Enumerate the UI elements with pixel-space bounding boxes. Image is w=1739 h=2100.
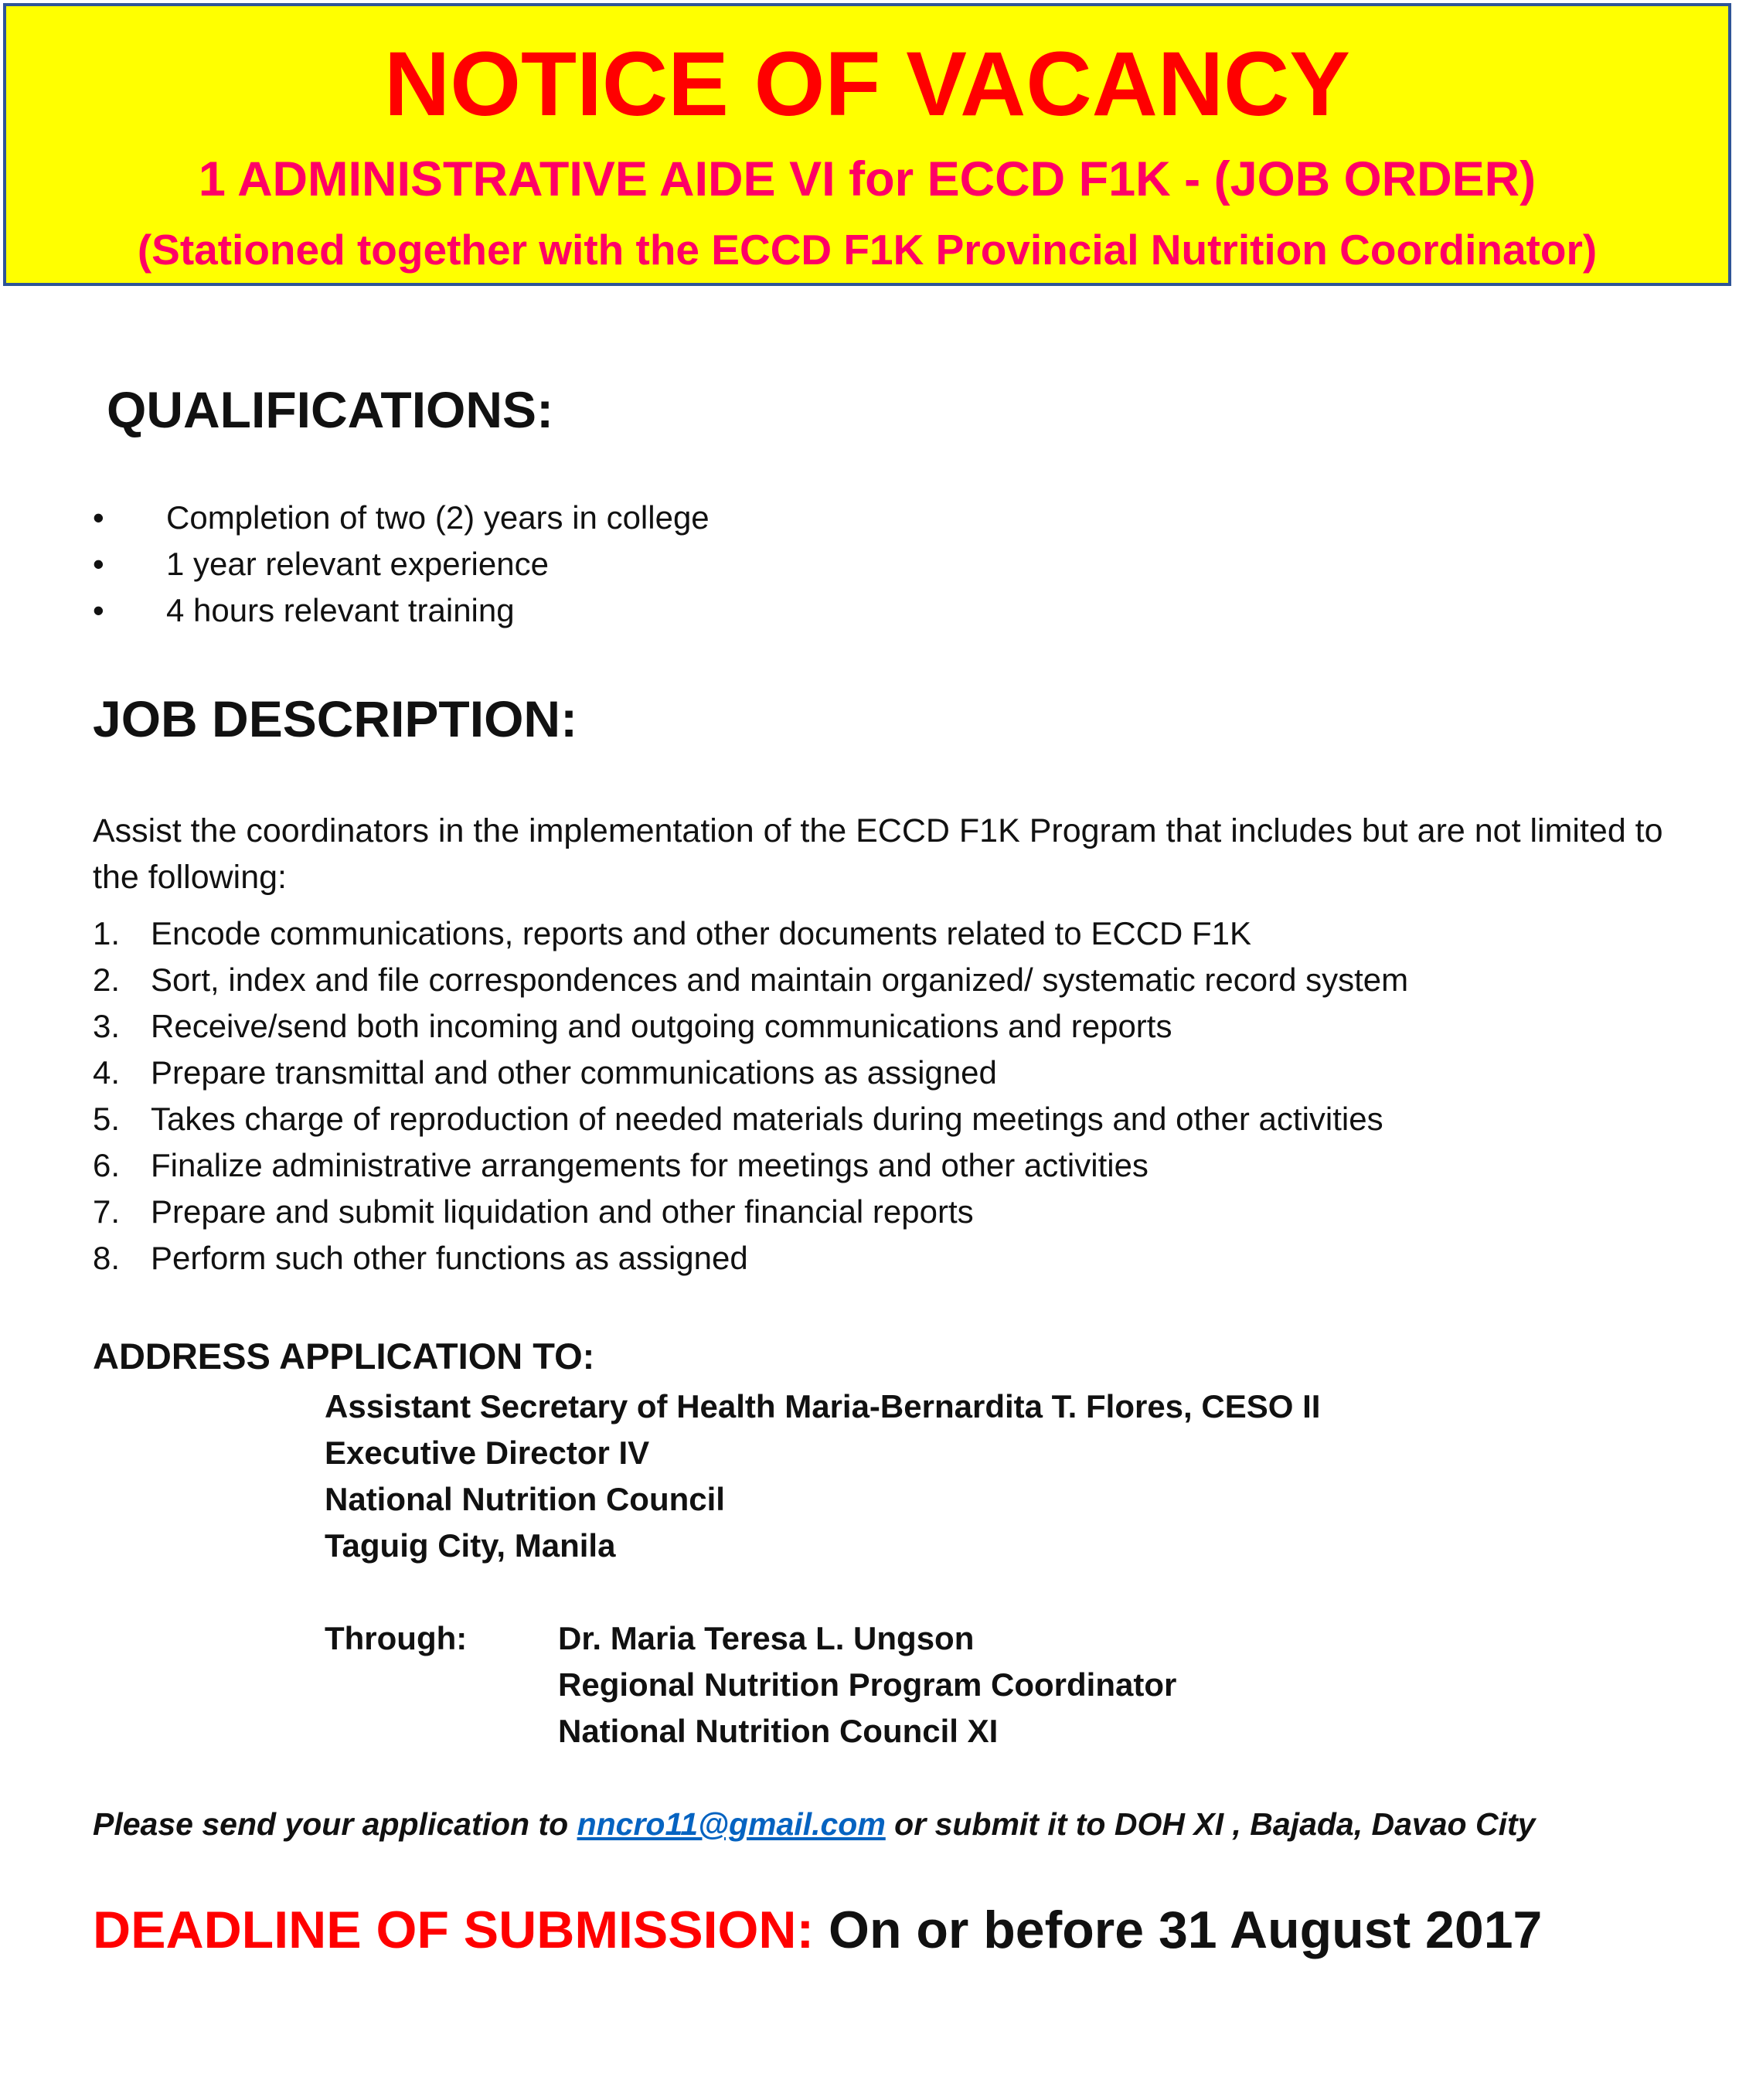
through-label: Through: (325, 1620, 468, 1656)
deadline-label: DEADLINE OF SUBMISSION: (93, 1901, 815, 1959)
list-item: 4. Prepare transmittal and other communications as assigned (93, 1054, 997, 1091)
list-item: 5. Takes charge of reproduction of needed materials during meetings and other activities (93, 1101, 1383, 1137)
qualifications-heading: QUALIFICATIONS: (107, 381, 554, 438)
list-item: 6. Finalize administrative arrangements for meetings and other activities (93, 1147, 1149, 1183)
addressee-title: Executive Director IV (325, 1435, 650, 1471)
deadline-line (93, 1899, 1542, 1961)
qualifications-list (93, 495, 1252, 634)
job-description-intro: Assist the coordinators in the implementation of the ECCD F1K Program that includes but are not limited to the following: (93, 812, 1663, 896)
duties-list (93, 910, 1677, 1281)
job-description-heading: JOB DESCRIPTION: (93, 690, 578, 747)
bullet-icon: • (93, 499, 104, 536)
addressee-name: Assistant Secretary of Health Maria-Bernardita T. Flores, CESO II (325, 1388, 1321, 1424)
position-title: 1 ADMINISTRATIVE AIDE VI for ECCD F1K - (JOB ORDER) (198, 152, 1537, 206)
through-name: Dr. Maria Teresa L. Ungson (558, 1620, 975, 1656)
submission-instructions: Please send your application to nncro11@gmail.com or submit it to DOH XI , Bajada, Davao City (93, 1806, 1536, 1842)
list-item: 2. Sort, index and file correspondences and maintain organized/ systematic record system (93, 962, 1409, 998)
list-item: • 4 hours relevant training (93, 587, 1252, 634)
bullet-icon: • (93, 592, 104, 628)
deadline-value: On or before 31 August 2017 (829, 1901, 1543, 1959)
list-item: 8. Perform such other functions as assigned (93, 1240, 748, 1276)
list-item: 7. Prepare and submit liquidation and other financial reports (93, 1193, 974, 1230)
email-link[interactable]: nncro11@gmail.com (577, 1806, 886, 1842)
list-item: • Completion of two (2) years in college (93, 495, 1252, 541)
list-item: 3. Receive/send both incoming and outgoing communications and reports (93, 1008, 1172, 1044)
station-note: (Stationed together with the ECCD F1K Provincial Nutrition Coordinator) (137, 226, 1598, 274)
addressee-org: National Nutrition Council (325, 1481, 725, 1517)
list-item: 1. Encode communications, reports and other documents related to ECCD F1K (93, 915, 1252, 951)
header-banner (3, 3, 1731, 286)
bullet-icon: • (93, 546, 104, 582)
list-item: • 1 year relevant experience (93, 541, 1252, 587)
addressee-location: Taguig City, Manila (325, 1527, 616, 1564)
notice-title: NOTICE OF VACANCY (384, 33, 1350, 135)
address-heading: ADDRESS APPLICATION TO: (93, 1336, 595, 1377)
through-org: National Nutrition Council XI (558, 1713, 999, 1749)
through-title: Regional Nutrition Program Coordinator (558, 1666, 1177, 1703)
